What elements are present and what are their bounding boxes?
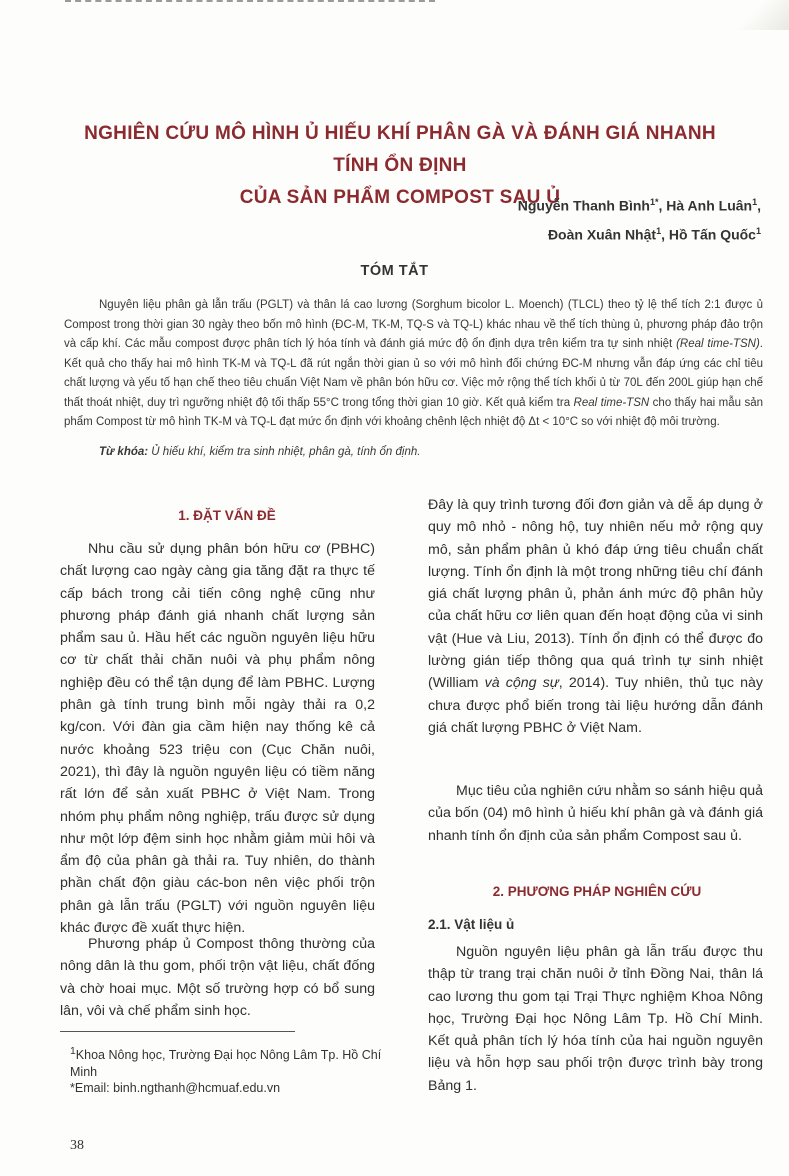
footnote-email: [70, 1080, 400, 1097]
left-paragraph-1: Nhu cầu sử dụng phân bón hữu cơ (PBHC) chất lượng cao ngày càng gia tăng đặt ra thực tế cấp bách trong cải tiến công nghệ cũng như phương pháp đánh giá nhanh chất lượng sản phẩm sau ủ. Hầu hết các nguồn nguyên liệu hữu cơ từ chất thải chăn nuôi và phụ phẩm nông nghiệp đều có thể tận dụng để làm PBHC. Lượng phân gà tính trung bình mỗi ngày thải ra 0,2 kg/con. Với đàn gia cầm hiện nay thống kê cả nước khoảng 523 triệu con (Cục Chăn nuôi, 2021), thì đây là nguồn nguyên liệu có tiềm năng rất lớn để sản xuất PBHC ở Việt Nam. Trong nhóm phụ phẩm nông nghiệp, trấu được sử dụng như một lớp đệm sinh học nhằm giảm mùi hôi và ẩm độ của phân gà thải ra. Tuy nhiên, do thành phần chất độn giàu các-bon nên việc phối trộn phân gà lẫn trấu (PGLT) với nguồn nguyên liệu khác được đề xuất thực hiện.: [60, 541, 375, 937]
authors-line-2: Đoàn Xuân Nhật$^1$, Hồ Tấn Quốc$^1$: [547, 225, 761, 243]
footnote-2-text: Email: binh.ngthanh@hcmuaf.edu.vn: [74, 1081, 281, 1095]
abstract-text-2: . Kết quả cho thấy hai mô hình TK-M và TQ-L đã rút ngắn thời gian ủ so với mô hình đối chứng ĐC-M nhưng vẫn đáp ứng các chỉ tiêu chất lượng và yếu tố hạn chế theo tiêu chuẩn Việt Nam về phân bón hữu cơ. Việc mở rộng thể tích khối ủ từ 70L đến 200L giúp hạn chế thất thoát nhiệt, duy trì ngưỡng nhiệt độ tối thấp 55°C trong tổng thời gian 10 giờ. Kết quả kiểm tra: [64, 338, 763, 409]
authors-line-1: Nguyễn Thanh Bình$^{1*}$, Hà Anh Luân$^1$,: [517, 197, 761, 214]
footnote-affiliation: [70, 1043, 400, 1081]
footnote-2-marker: *: [70, 1081, 75, 1095]
footnote-divider: [60, 1031, 295, 1032]
abstract-paragraph: [64, 296, 763, 433]
footnote-1-marker: 1: [70, 1046, 76, 1057]
top-border-dash: [65, 0, 435, 2]
left-paragraph-2: Phương pháp ủ Compost thông thường của nông dân là thu gom, phối trộn vật liệu, chất đống và chờ hoai mục. Một số trường hợp có bổ sung lân, vôi và chế phẩm sinh học.: [60, 936, 375, 1019]
keywords-label: Từ khóa:: [99, 446, 149, 458]
right-paragraph-1: [428, 494, 763, 739]
author-2-affiliation: 1: [752, 197, 758, 207]
page-number: 38: [70, 1138, 84, 1153]
abstract-italic-1: (Real time-TSN): [676, 338, 760, 350]
author-2: Hà Anh Luân: [666, 197, 753, 214]
abstract-heading: TÓM TẮT: [360, 263, 429, 279]
author-4: Hồ Tấn Quốc: [668, 226, 756, 243]
page-corner-shadow: [729, 0, 789, 30]
right-paragraph-3: Nguồn nguyên liệu phân gà lẫn trấu được thu thập từ trang trại chăn nuôi ở tỉnh Đồng Nai, thân lá cao lương thu gom tại Trại Thực nghiệm Khoa Nông học, Trường Đại học Nông Lâm Tp. Hồ Chí Minh. Kết quả phân tích lý hóa tính của hai nguồn nguyên liệu và hỗn hợp sau phối trộn được trình bày trong Bảng 1.: [428, 944, 763, 1094]
abstract-text-1: Nguyên liệu phân gà lẫn trấu (PGLT) và thân lá cao lương (Sorghum bicolor L. Moench) (TLCL) theo tỷ lệ thể tích 2:1 được ủ Compost trong thời gian 30 ngày theo bốn mô hình (ĐC-M, TK-M, TQ-S và TQ-L) khác nhau về thể tích thùng ủ, phương pháp đảo trộn và cấp khí. Các mẫu compost được phân tích lý hóa tính và đánh giá mức độ ổn định dựa trên kiểm tra tự sinh nhiệt: [64, 299, 763, 350]
section-1-heading: 1. ĐẶT VẤN ĐỀ: [178, 508, 276, 523]
right-p1-text-a: Đây là quy trình tương đối đơn giản và dễ áp dụng ở quy mô nhỏ - nông hộ, tuy nhiên nếu mở rộng quy mô, sản phẩm phân ủ khó đáp ứng tiêu chuẩn chất lượng. Tính ổn định là một trong những tiêu chí đánh giá chất lượng phân ủ, phản ánh mức độ phân hủy của chất hữu cơ liên quan đến hoạt động của vi sinh vật (Hue và Liu, 2013). Tính ổn định có thể được đo lường gián tiếp thông qua quá trình tự sinh nhiệt (William: [428, 497, 763, 692]
right-p1-italic: và cộng sự: [484, 675, 559, 692]
author-1: Nguyễn Thanh Bình: [517, 197, 650, 214]
subsection-2-1-heading: 2.1. Vật liệu ủ: [428, 917, 515, 932]
section-2-heading: 2. PHƯƠNG PHÁP NGHIÊN CỨU: [492, 884, 702, 899]
right-paragraph-2: Mục tiêu của nghiên cứu nhằm so sánh hiệu quả của bốn (04) mô hình ủ hiếu khí phân gà và đánh giá nhanh tính ổn định của sản phẩm Compost sau ủ.: [428, 783, 763, 844]
author-1-affiliation: 1*: [649, 197, 659, 207]
author-3: Đoàn Xuân Nhật: [547, 226, 657, 243]
keywords: [99, 446, 759, 458]
title-line-1: NGHIÊN CỨU MÔ HÌNH Ủ HIẾU KHÍ PHÂN GÀ VÀ ĐÁNH GIÁ NHANH TÍNH ỔN ĐỊNH: [84, 123, 716, 176]
right-p1-text-b: , 2014). Tuy nhiên, thủ tục này chưa được phổ biến trong tài liệu hướng dẫn đánh giá chất lượng PBHC ở Việt Nam.: [428, 675, 764, 736]
keywords-text: Ủ hiếu khí, kiểm tra sinh nhiệt, phân gà, tính ổn định.: [148, 446, 421, 458]
author-3-affiliation: 1: [656, 225, 662, 236]
author-4-affiliation: 1: [755, 225, 761, 236]
abstract-text-3: cho thấy hai mẫu sản phẩm Compost từ mô hình TK-M và TQ-L đạt mức ổn định với khoảng chênh lệch nhiệt độ Δt < 10°C so với nhiệt độ môi trường.: [64, 396, 764, 428]
title-line-2: CỦA SẢN PHẨM COMPOST SAU Ủ: [239, 187, 561, 208]
author-list: [518, 190, 761, 247]
abstract-italic-2: Real time-TSN: [573, 396, 650, 409]
footnote-1-text: Khoa Nông học, Trường Đại học Nông Lâm Tp. Hồ Chí Minh: [70, 1048, 382, 1080]
